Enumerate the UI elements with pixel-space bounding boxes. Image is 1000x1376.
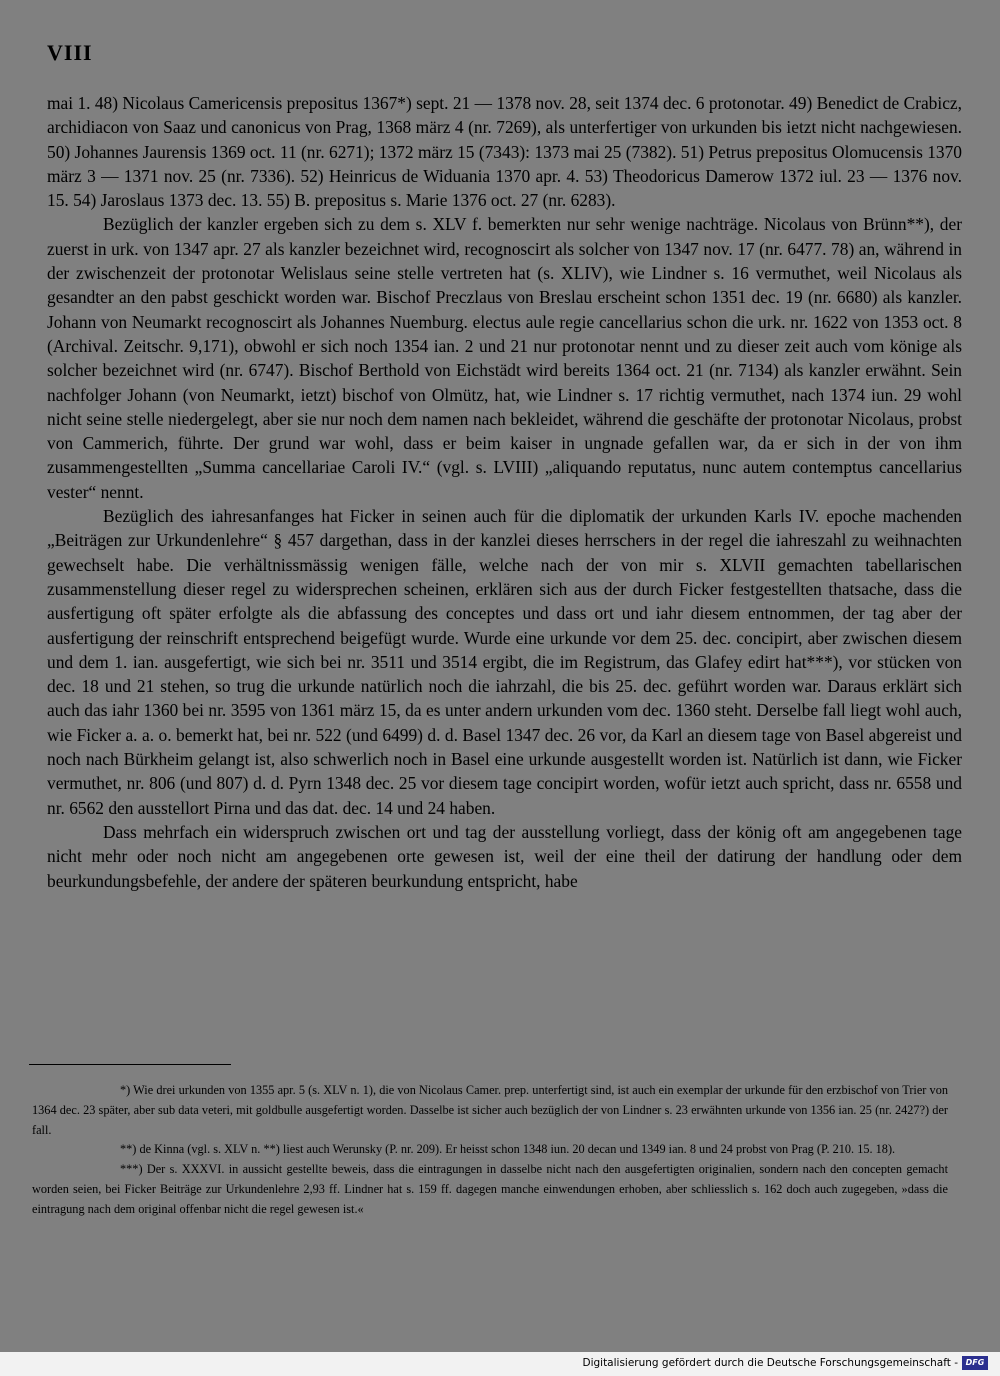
footnote-1: *) Wie drei urkunden von 1355 apr. 5 (s. XLV n. 1), die von Nicolaus Camer. prep. unterfertigt sind, ist auch ein exemplar der urkunde für den erzbischof von Trier von 1364 dec. 23 später, aber sub data veteri, mit goldbulle ausgefertigt worden. Dasselbe ist sicher auch bezüglich der von Lindner s. 23 erwähnten urkunde von 1356 ian. 25 (nr. 2427?) der fall. — [32, 1083, 948, 1137]
footnotes — [32, 1081, 948, 1220]
paragraph-notaries: mai 1. 48) Nicolaus Camericensis prepositus 1367*) sept. 21 — 1378 nov. 28, seit 1374 dec. 6 protonotar. 49) Benedict de Crabicz, archidiacon von Saaz und canonicus von Prag, 1368 märz 4 (nr. 7269), als unterfertiger von urkunden bis ietzt nicht nachgewiesen. 50) Johannes Jaurensis 1369 oct. 11 (nr. 6271); 1372 märz 15 (7343): 1373 mai 25 (7382). 51) Petrus prepositus Olomucensis 1370 märz 3 — 1371 nov. 25 (nr. 7336). 52) Heinricus de Widuania 1370 apr. 4. 53) Theodoricus Damerow 1372 iul. 23 — 1376 nov. 15. 54) Jaroslaus 1373 dec. 13. 55) B. prepositus s. Marie 1376 oct. 27 (nr. 6283). — [47, 93, 962, 211]
page-number: VIII — [47, 40, 93, 65]
footnote-divider — [29, 1064, 231, 1065]
digitization-credit: Digitalisierung gefördert durch die Deutsche Forschungsgemeinschaft - — [582, 1357, 958, 1369]
main-text — [47, 91, 962, 893]
footnote-3: ***) Der s. XXXVI. in aussicht gestellte beweis, dass die eintragungen in dasselbe nicht nach den ausgefertigten originalien, sondern nach den concepten gemacht worden seien, bei Ficker Beiträge zur Urkundenlehre 2,93 ff. Lindner hat s. 159 ff. dagegen manche einwendungen erhoben, aber schliesslich s. 162 doch auch zugegeben, »dass die eintragung nach dem original offenbar nicht die regel gewesen ist.« — [32, 1162, 948, 1216]
footnote-2: **) de Kinna (vgl. s. XLV n. **) liest auch Werunsky (P. nr. 209). Er heisst schon 1348 iun. 20 decan und 1349 ian. 8 und 24 probst von Prag (P. 210. 15. 18). — [120, 1142, 896, 1157]
paragraph-iahresanfang: Bezüglich des iahresanfanges hat Ficker in seinen auch für die diplomatik der urkunden Karls IV. epoche machenden „Beiträgen zur Urkundenlehre“ § 457 dargethan, dass in der kanzlei dieses herrschers in der regel die iahreszahl zu weihnachten gewechselt habe. Die verhältnissmässig wenigen fälle, welche nach der von mir s. XLVII gemachten tabellarischen zusammenstellung dieser regel zu widersprechen scheinen, erklären sich aus der durch Ficker festgestellten thatsache, dass die ausfertigung oft später erfolgte als die abfassung des conceptes und dass ort und iahr diesem entnommen, der tag aber der ausfertigung der reinschrift entsprechend beigefügt wurde. Wurde eine urkunde vor dem 25. dec. concipirt, aber zwischen diesem und dem 1. ian. ausgefertigt, wie sich bei nr. 3511 und 3514 ergibt, die im Registrum, das Glafey edirt hat***), vor stücken von dec. 18 und 21 stehen, so trug die urkunde natürlich noch die iahrzahl, die bis 25. dec. geführt worden war. Daraus erklärt sich auch das iahr 1360 bei nr. 3595 von 1361 märz 15, da es unter andern urkunden vom dec. 1360 steht. Derselbe fall liegt wohl auch, wie Ficker a. a. o. bemerkt hat, bei nr. 522 (und 6499) d. d. Basel 1347 dec. 26 vor, da Karl an diesem tage von Basel abgereist und noch nach Bürkheim gelangt ist, also schwerlich noch in Basel eine urkunde ausgestellt worden ist. Natürlich ist dann, wie Ficker vermuthet, nr. 806 (und 807) d. d. Pyrn 1348 dec. 25 vor diesem tage concipirt worden, wofür ietzt auch spricht, dass nr. 6558 und nr. 6562 den ausstellort Pirna und das dat. dec. 14 und 24 haben. — [47, 506, 962, 818]
paragraph-widerspruch: Dass mehrfach ein widerspruch zwischen ort und tag der ausstellung vorliegt, dass der könig oft am angegebenen tage nicht mehr oder noch nicht am angegebenen orte gewesen ist, weil der eine theil der datirung der handlung oder dem beurkundungsbefehle, der andere der späteren beurkundung entspricht, habe — [47, 821, 962, 891]
footer-bar — [0, 1352, 1000, 1376]
paragraph-kanzler: Bezüglich der kanzler ergeben sich zu dem s. XLV f. bemerkten nur sehr wenige nachträge. Nicolaus von Brünn**), der zuerst in urk. von 1347 apr. 27 als kanzler bezeichnet wird, recognoscirt als solcher von 1347 nov. 17 (nr. 6477. 78) an, während in der zwischenzeit der protonotar Welislaus seine stelle vertreten hat (s. XLIV), wie Lindner s. 16 vermuthet, weil Nicolaus als gesandter an den pabst geschickt worden war. Bischof Preczlaus von Breslau erscheint schon 1351 dec. 19 (nr. 6680) als kanzler. Johann von Neumarkt recognoscirt als Johannes Nuemburg. electus aule regie cancellarius schon die urk. nr. 1622 von 1353 oct. 8 (Archival. Zeitschr. 9,171), obwohl er sich noch 1354 ian. 2 und 21 nur protonotar nennt und zu dieser zeit auch vom könige als solcher bezeichnet wird (nr. 6747). Bischof Berthold von Eichstädt wird bereits 1364 oct. 21 (nr. 7134) als kanzler erwähnt. Sein nachfolger Johann (von Neumarkt, ietzt) bischof von Olmütz, hat, wie Lindner s. 17 richtig vermuthet, nach 1374 iun. 29 wohl nicht seine stelle niedergelegt, aber sie nur noch dem namen nach bekleidet, während die geschäfte der protonotar Nicolaus, probst von Cammerich, führte. Der grund war wohl, dass er beim kaiser in ungnade gefallen war, da er sich in der von ihm zusammengestellten „Summa cancellariae Caroli IV.“ (vgl. s. LVIII) „aliquando reputatus, nunc autem contemptus cancellarius vester“ nennt. — [47, 214, 962, 502]
dfg-logo[interactable]: DFG — [962, 1356, 988, 1370]
